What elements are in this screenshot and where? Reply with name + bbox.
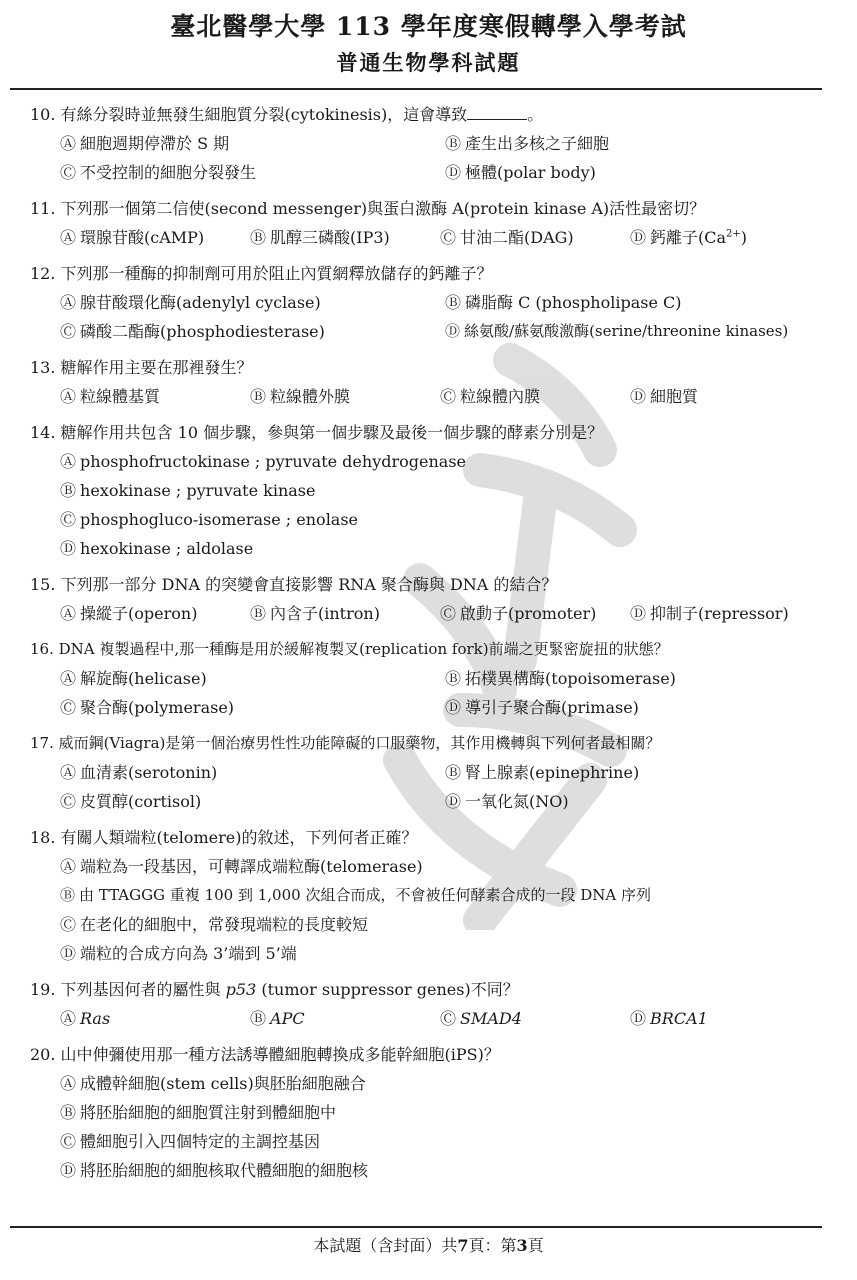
option-a[interactable]: [60, 1004, 250, 1033]
question-list: [30, 100, 830, 1192]
question-stem: [30, 729, 830, 758]
option-marker: Ⓓ: [630, 228, 647, 247]
option-text: 肌醇三磷酸(IP3): [270, 228, 390, 247]
option-marker: Ⓑ: [250, 387, 267, 406]
question-number: 11.: [30, 199, 56, 218]
option-text: 血清素(serotonin): [80, 763, 218, 782]
option-text: 細胞質: [650, 387, 699, 406]
question-19: [30, 975, 830, 1033]
question-stem: [30, 570, 830, 599]
option-list: [30, 664, 830, 722]
question-stem: [30, 1040, 830, 1069]
option-marker: Ⓑ: [445, 669, 462, 688]
option-marker: Ⓐ: [60, 1009, 77, 1028]
option-text: hexokinase ; aldolase: [80, 539, 254, 558]
option-list: [30, 1004, 830, 1033]
option-list: [30, 758, 830, 816]
option-marker: Ⓒ: [60, 698, 77, 717]
option-d[interactable]: [630, 223, 820, 252]
question-stem: [30, 353, 830, 382]
option-text: 體細胞引入四個特定的主調控基因: [80, 1132, 321, 1151]
question-text-end: 。: [527, 105, 544, 124]
option-c[interactable]: [60, 1127, 830, 1156]
option-list: [30, 1069, 830, 1185]
question-14: [30, 418, 830, 563]
question-number: 12.: [30, 264, 56, 283]
question-11: [30, 194, 830, 252]
question-13: [30, 353, 830, 411]
exam-title: 臺北醫學大學 113 學年度寒假轉學入學考試: [170, 12, 687, 41]
question-stem: [30, 418, 830, 447]
option-marker: Ⓓ: [60, 539, 77, 558]
option-text: 操縱子(operon): [80, 604, 198, 623]
option-marker: Ⓓ: [60, 944, 77, 963]
option-b[interactable]: [445, 758, 830, 787]
option-marker: Ⓓ: [60, 1161, 77, 1180]
option-marker: Ⓒ: [440, 228, 457, 247]
option-d[interactable]: [445, 787, 830, 816]
option-c[interactable]: [60, 505, 830, 534]
option-text: 環腺苷酸(cAMP): [80, 228, 205, 247]
answer-blank: [467, 105, 527, 120]
option-text: 產生出多核之子細胞: [465, 134, 610, 153]
question-text: 威而鋼(Viagra)是第一個治療男性性功能障礙的口服藥物，其作用機轉與下列何者最相關？: [58, 734, 661, 752]
option-marker: Ⓐ: [60, 452, 77, 471]
option-text: 解旋酶(helicase): [80, 669, 207, 688]
option-text: 端粒的合成方向為 3’端到 5’端: [80, 944, 297, 963]
option-marker: Ⓓ: [445, 322, 461, 340]
option-text: 在老化的細胞中，常發現端粒的長度較短: [80, 915, 369, 934]
option-d[interactable]: [445, 158, 830, 187]
option-a[interactable]: [60, 664, 445, 693]
question-number: 13.: [30, 358, 56, 377]
option-text: 拓樸異構酶(topoisomerase): [465, 669, 676, 688]
option-a[interactable]: [60, 852, 830, 881]
option-list: [30, 382, 830, 411]
question-17: [30, 729, 830, 816]
footer-suffix: 頁: [527, 1236, 544, 1255]
option-a[interactable]: [60, 129, 445, 158]
option-marker: Ⓑ: [445, 293, 462, 312]
option-c[interactable]: [60, 787, 445, 816]
question-text: 下列基因何者的屬性與: [60, 980, 221, 999]
question-stem: [30, 635, 830, 664]
question-number: 15.: [30, 575, 56, 594]
option-marker: Ⓓ: [445, 792, 462, 811]
option-marker: Ⓒ: [60, 915, 77, 934]
option-text: 端粒為一段基因，可轉譯成端粒酶(telomerase): [80, 857, 423, 876]
option-marker: Ⓐ: [60, 134, 77, 153]
option-text: 導引子聚合酶(primase): [465, 698, 639, 717]
option-d[interactable]: [60, 939, 830, 968]
question-number: 18.: [30, 828, 56, 847]
question-number: 16.: [30, 640, 54, 658]
option-text: 甘油二酯(DAG): [460, 228, 574, 247]
option-b[interactable]: [60, 881, 830, 910]
option-marker: Ⓐ: [60, 228, 77, 247]
option-marker: Ⓑ: [60, 886, 76, 904]
option-c[interactable]: [440, 382, 630, 411]
question-stem: [30, 194, 830, 223]
question-text: 有絲分裂時並無發生細胞質分裂(cytokinesis)，這會導致: [60, 105, 468, 124]
option-d[interactable]: [445, 693, 830, 722]
option-marker: Ⓒ: [440, 1009, 457, 1028]
option-text: 將胚胎細胞的細胞質注射到體細胞中: [80, 1103, 337, 1122]
option-text: 細胞週期停滯於 S 期: [80, 134, 230, 153]
option-text-tail: ): [740, 228, 748, 247]
option-marker: Ⓑ: [445, 134, 462, 153]
option-marker: Ⓒ: [60, 510, 77, 529]
option-marker: Ⓓ: [630, 387, 647, 406]
footer-prefix: 本試題（含封面）共: [313, 1236, 458, 1255]
option-b[interactable]: [445, 288, 830, 317]
option-a[interactable]: [60, 223, 250, 252]
option-b[interactable]: [250, 599, 440, 628]
option-text: 內含子(intron): [270, 604, 380, 623]
option-d[interactable]: [630, 1004, 820, 1033]
option-text: SMAD4: [460, 1009, 522, 1028]
option-text: BRCA1: [650, 1009, 708, 1028]
page-footer: [0, 1234, 857, 1258]
option-marker: Ⓐ: [60, 293, 77, 312]
question-text: 下列那一個第二信使(second messenger)與蛋白激酶 A(protein kinase A)活性最密切？: [60, 199, 706, 218]
option-c[interactable]: [440, 1004, 630, 1033]
option-text: 聚合酶(polymerase): [80, 698, 235, 717]
question-18: [30, 823, 830, 968]
exam-subtitle: 普通生物學科試題: [336, 50, 521, 75]
option-text: 抑制子(repressor): [650, 604, 789, 623]
option-marker: Ⓐ: [60, 1074, 77, 1093]
question-text: 糖解作用共包含 10 個步驟，參與第一個步驟及最後一個步驟的酵素分別是？: [60, 423, 604, 442]
question-15: [30, 570, 830, 628]
question-stem: [30, 975, 830, 1004]
option-text: 粒線體基質: [80, 387, 161, 406]
option-d[interactable]: [445, 317, 830, 346]
option-d[interactable]: [60, 1156, 830, 1185]
option-a[interactable]: [60, 447, 830, 476]
footer-divider: [10, 1226, 822, 1228]
option-text: phosphogluco-isomerase ; enolase: [80, 510, 359, 529]
option-b[interactable]: [445, 129, 830, 158]
option-a[interactable]: [60, 758, 445, 787]
option-text: 皮質醇(cortisol): [80, 792, 202, 811]
option-marker: Ⓐ: [60, 857, 77, 876]
option-c[interactable]: [440, 223, 630, 252]
option-marker: Ⓓ: [630, 1009, 647, 1028]
option-marker: Ⓓ: [445, 698, 462, 717]
question-stem: [30, 100, 830, 129]
option-marker: Ⓒ: [440, 604, 457, 623]
question-stem: [30, 823, 830, 852]
option-superscript: 2+: [726, 228, 741, 240]
option-text: phosphofructokinase ; pyruvate dehydrogenase: [80, 452, 466, 471]
question-16: [30, 635, 830, 722]
header-divider: [10, 88, 822, 90]
option-text: 不受控制的細胞分裂發生: [80, 163, 257, 182]
option-text: 絲氨酸/蘇氨酸激酶(serine/threonine kinases): [464, 322, 789, 340]
option-marker: Ⓑ: [250, 1009, 267, 1028]
option-marker: Ⓒ: [60, 1132, 77, 1151]
option-list: [30, 852, 830, 968]
option-marker: Ⓑ: [250, 228, 267, 247]
option-text: 一氧化氮(NO): [465, 792, 569, 811]
option-c[interactable]: [60, 693, 445, 722]
option-d[interactable]: [630, 382, 820, 411]
option-marker: Ⓐ: [60, 604, 77, 623]
option-b[interactable]: [60, 1098, 830, 1127]
option-a[interactable]: [60, 599, 250, 628]
option-b[interactable]: [445, 664, 830, 693]
footer-middle: 頁：第: [468, 1236, 517, 1255]
option-marker: Ⓒ: [60, 322, 77, 341]
option-list: [30, 223, 830, 252]
option-marker: Ⓑ: [250, 604, 267, 623]
question-text-end: (tumor suppressor genes)不同？: [261, 980, 519, 999]
option-text: 極體(polar body): [465, 163, 596, 182]
question-12: [30, 259, 830, 346]
option-text: 成體幹細胞(stem cells)與胚胎細胞融合: [80, 1074, 366, 1093]
option-c[interactable]: [60, 910, 830, 939]
option-a[interactable]: [60, 1069, 830, 1098]
question-text: 下列那一種酶的抑制劑可用於阻止內質網釋放儲存的鈣離子？: [60, 264, 493, 283]
option-text: Ras: [80, 1009, 111, 1028]
option-marker: Ⓑ: [60, 1103, 77, 1122]
option-marker: Ⓑ: [445, 763, 462, 782]
question-text: 下列那一部分 DNA 的突變會直接影響 RNA 聚合酶與 DNA 的結合？: [60, 575, 558, 594]
question-20: [30, 1040, 830, 1185]
option-marker: Ⓒ: [60, 792, 77, 811]
option-marker: Ⓐ: [60, 387, 77, 406]
option-marker: Ⓒ: [60, 163, 77, 182]
option-d[interactable]: [630, 599, 820, 628]
option-b[interactable]: [60, 476, 830, 505]
option-b[interactable]: [250, 382, 440, 411]
question-10: [30, 100, 830, 187]
question-text: 山中伸彌使用那一種方法誘導體細胞轉換成多能幹細胞(iPS)？: [60, 1045, 500, 1064]
option-marker: Ⓓ: [630, 604, 647, 623]
option-text: 粒線體內膜: [460, 387, 541, 406]
option-d[interactable]: [60, 534, 830, 563]
question-number: 17.: [30, 734, 54, 752]
option-text: 將胚胎細胞的細胞核取代體細胞的細胞核: [80, 1161, 369, 1180]
option-a[interactable]: [60, 288, 445, 317]
question-number: 19.: [30, 980, 56, 999]
option-text: 腎上腺素(epinephrine): [465, 763, 640, 782]
option-b[interactable]: [250, 223, 440, 252]
option-text: APC: [270, 1009, 305, 1028]
option-marker: Ⓒ: [440, 387, 457, 406]
option-text: 磷脂酶 C (phospholipase C): [465, 293, 682, 312]
option-text: 磷酸二酯酶(phosphodiesterase): [80, 322, 325, 341]
option-c[interactable]: [440, 599, 630, 628]
option-marker: Ⓐ: [60, 669, 77, 688]
option-list: [30, 288, 830, 346]
option-text: 粒線體外膜: [270, 387, 351, 406]
question-number: 14.: [30, 423, 56, 442]
option-list: [30, 599, 830, 628]
option-text: 腺苷酸環化酶(adenylyl cyclase): [80, 293, 321, 312]
footer-total-pages: 7: [457, 1236, 469, 1255]
option-marker: Ⓓ: [445, 163, 462, 182]
option-text: 由 TTAGGG 重複 100 到 1,000 次組合而成，不會被任何酵素合成的一段 DNA 序列: [79, 886, 651, 904]
gene-name: p53: [225, 980, 257, 999]
option-text: 鈣離子(Ca: [650, 228, 727, 247]
option-marker: Ⓑ: [60, 481, 77, 500]
question-number: 20.: [30, 1045, 56, 1064]
option-c[interactable]: [60, 317, 445, 346]
option-list: [30, 447, 830, 563]
option-marker: Ⓐ: [60, 763, 77, 782]
exam-header: [0, 10, 857, 78]
question-text: 有關人類端粒(telomere)的敘述，下列何者正確？: [60, 828, 418, 847]
option-text: hexokinase ; pyruvate kinase: [80, 481, 316, 500]
option-a[interactable]: [60, 382, 250, 411]
footer-current-page: 3: [516, 1236, 528, 1255]
question-number: 10.: [30, 105, 56, 124]
question-text: 糖解作用主要在那裡發生？: [60, 358, 253, 377]
question-stem: [30, 259, 830, 288]
option-c[interactable]: [60, 158, 445, 187]
option-text: 啟動子(promoter): [460, 604, 597, 623]
option-b[interactable]: [250, 1004, 440, 1033]
question-text: DNA 複製過程中,那一種酶是用於緩解複製叉(replication fork)前端之更緊密旋扭的狀態？: [58, 640, 669, 658]
option-list: [30, 129, 830, 187]
